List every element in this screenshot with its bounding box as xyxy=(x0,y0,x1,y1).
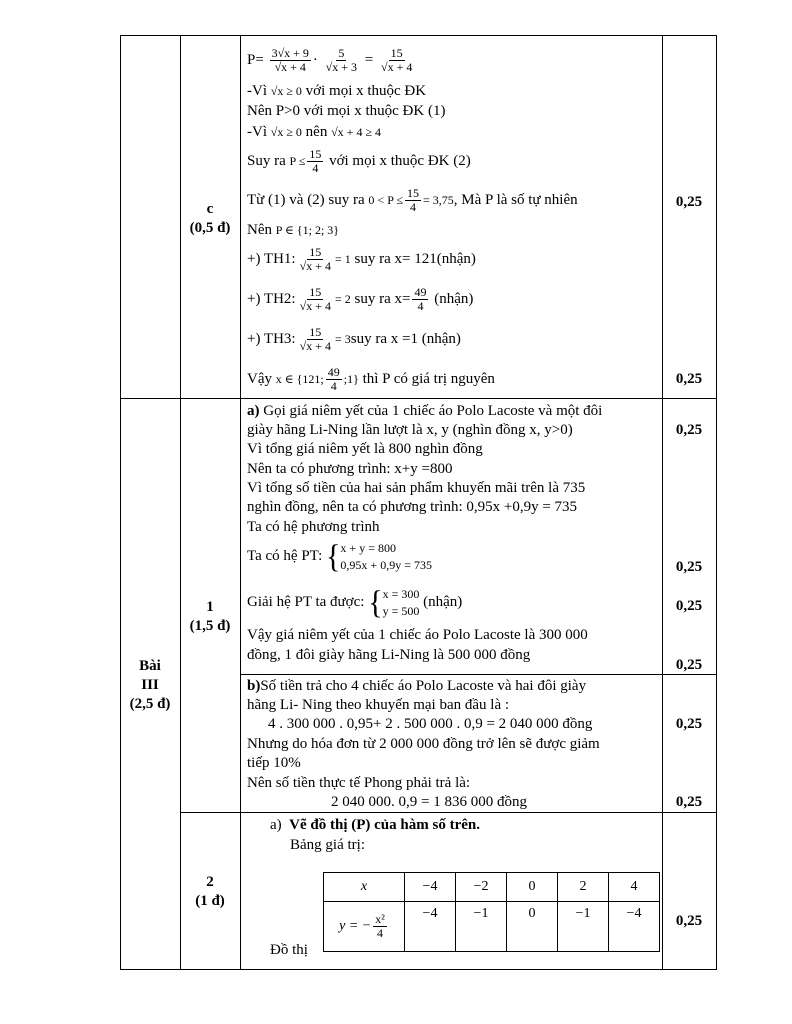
score-a-4: 0,25 xyxy=(675,657,703,673)
table-cell: −1 xyxy=(558,902,609,952)
part-2-label: 2 xyxy=(206,874,214,890)
line-case-2: +) TH2: $\frac{15}{√x + 4}$ = 2 suy ra x= $\frac{49}{4}$ (nhận) xyxy=(247,285,474,314)
row-separator-c xyxy=(120,398,717,399)
value-table-row-x xyxy=(324,873,660,902)
line-case-1: +) TH1: $\frac{15}{√x + 4}$ = 1 suy ra x= 121(nhận) xyxy=(247,245,476,274)
part-c-points: (0,5 đ) xyxy=(189,220,231,236)
row-separator-1a-1b xyxy=(240,674,717,675)
a-line-3: Vì tổng giá niêm yết là 800 nghìn đồng xyxy=(247,441,483,457)
score-b-1: 0,25 xyxy=(675,716,703,732)
table-bottom-border xyxy=(120,969,717,970)
part-1-label: 1 xyxy=(206,599,214,615)
a-line-7: Ta có hệ phương trình xyxy=(247,519,380,535)
line-p-formula: P= $\frac{3√x + 9}{√x + 4}$ · $\frac{5}{√x + 3}$ = $\frac{15}{√x + 4}$ xyxy=(247,46,413,75)
col-sep-2 xyxy=(240,35,241,970)
a-line-10: Vậy giá niêm yết của 1 chiếc áo Polo Lacoste là 300 000 xyxy=(247,627,588,643)
a-line-8: Ta có hệ PT: {x + y = 800 0,95x + 0,9y = 735 xyxy=(247,537,432,575)
line-conclusion-2: Suy ra P ≤ $\frac{15}{4}$ với mọi x thuộc ĐK (2) xyxy=(247,147,471,176)
a-line-11: đồng, 1 đôi giày hãng Li-Ning là 500 000 đồng xyxy=(247,647,531,663)
score-a-3: 0,25 xyxy=(675,598,703,614)
p2-graph-label: Đồ thị xyxy=(270,942,308,958)
value-table-row-y xyxy=(324,902,660,952)
b-line-1: b)Số tiền trả cho 4 chiếc áo Polo Lacoste và hai đôi giày xyxy=(247,678,587,694)
table-cell: −4 xyxy=(405,902,456,952)
table-cell: 2 xyxy=(558,873,609,902)
line-p-set: Nên P ∈ {1; 2; 3} xyxy=(247,222,340,238)
part-1-points: (1,5 đ) xyxy=(189,618,231,634)
a-line-6: nghìn đồng, nên ta có phương trình: 0,95x +0,9y = 735 xyxy=(247,499,578,515)
line-condition-1: -Vì √x ≥ 0 với mọi x thuộc ĐK xyxy=(247,83,427,99)
table-cell: −4 xyxy=(609,902,660,952)
table-left-border xyxy=(120,35,121,970)
a-line-2: giày hãng Li-Ning lần lượt là x, y (nghìn đồng x, y>0) xyxy=(247,422,573,438)
table-cell: 0 xyxy=(507,873,558,902)
row-separator-1-2 xyxy=(180,812,717,813)
a-line-4: Nên ta có phương trình: x+y =800 xyxy=(247,461,453,477)
table-right-border xyxy=(716,35,717,970)
score-p2: 0,25 xyxy=(675,913,703,929)
score-c-1: 0,25 xyxy=(675,194,703,210)
part-c-label: c xyxy=(206,201,214,217)
table-top-border xyxy=(120,35,717,36)
a-line-9: Giải hệ PT ta được: {x = 300 y = 500 (nhận) xyxy=(247,583,463,621)
b-line-4: Nhưng do hóa đơn từ 2 000 000 đồng trở lên sẽ được giảm xyxy=(247,736,600,752)
score-a-1: 0,25 xyxy=(675,422,703,438)
p2-line-2: Bảng giá trị: xyxy=(290,837,365,853)
line-final-conclusion: Vậy x ∈ {121; $\frac{49}{4}$ ;1} thì P có giá trị nguyên xyxy=(247,365,495,394)
part-2-points: (1 đ) xyxy=(195,893,225,909)
line-case-3: +) TH3: $\frac{15}{√x + 4}$ = 3suy ra x =1 (nhận) xyxy=(247,325,461,354)
score-b-2: 0,25 xyxy=(675,794,703,810)
b-line-3: 4 . 300 000 . 0,95+ 2 . 500 000 . 0,9 = 2 040 000 đồng xyxy=(268,716,593,732)
value-table xyxy=(323,872,660,952)
table-head-y: y = − $\frac{\text{x²}}{4}$ xyxy=(324,902,405,952)
score-a-2: 0,25 xyxy=(675,559,703,575)
a-line-1: a) Gọi giá niêm yết của 1 chiếc áo Polo Lacoste và một đôi xyxy=(247,403,603,419)
table-cell: −4 xyxy=(405,873,456,902)
table-cell: 0 xyxy=(507,902,558,952)
line-combine: Từ (1) và (2) suy ra 0 < P ≤ $\frac{15}{4}$ = 3,75, Mà P là số tự nhiên xyxy=(247,186,578,215)
bai-number: III xyxy=(141,677,159,693)
col-sep-1 xyxy=(180,35,181,970)
a-line-5: Vì tổng số tiền của hai sản phẩm khuyến mãi trên là 735 xyxy=(247,480,586,496)
line-conclusion-1: Nên P>0 với mọi x thuộc ĐK (1) xyxy=(247,103,446,119)
line-condition-2: -Vì √x ≥ 0 nên √x + 4 ≥ 4 xyxy=(247,124,382,140)
bai-points: (2,5 đ) xyxy=(129,696,171,712)
col-sep-3 xyxy=(662,35,663,970)
table-head-x: x xyxy=(324,873,405,902)
table-cell: −2 xyxy=(456,873,507,902)
bai-label: Bài xyxy=(139,658,161,674)
b-line-7: 2 040 000. 0,9 = 1 836 000 đồng xyxy=(331,794,527,810)
score-c-2: 0,25 xyxy=(675,371,703,387)
table-cell: 4 xyxy=(609,873,660,902)
table-cell: −1 xyxy=(456,902,507,952)
b-line-5: tiếp 10% xyxy=(247,755,301,771)
b-line-2: hãng Li- Ning theo khuyến mại ban đầu là : xyxy=(247,697,510,713)
b-line-6: Nên số tiền thực tế Phong phải trả là: xyxy=(247,775,471,791)
p2-line-1: a) Vẽ đồ thị (P) của hàm số trên. xyxy=(270,817,480,833)
